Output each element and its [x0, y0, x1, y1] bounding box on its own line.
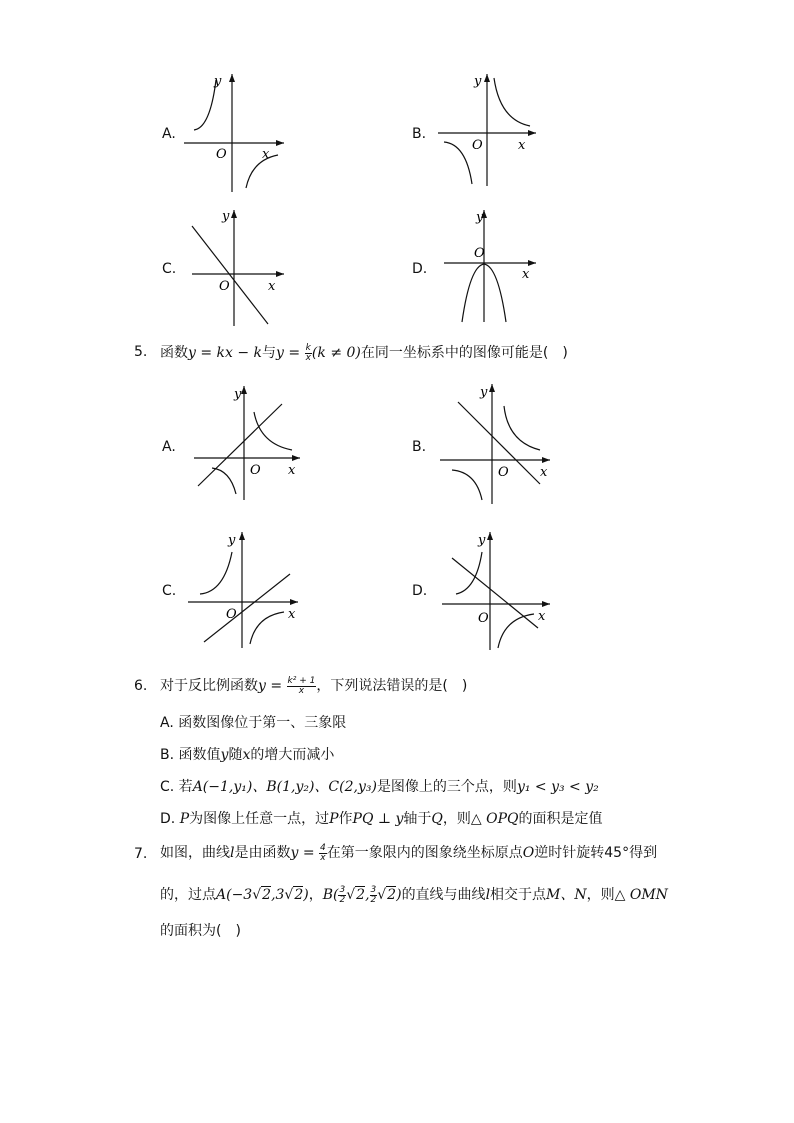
q7-l2-b-f1n: 3	[339, 884, 346, 895]
q5-eq1: y = kx − k	[188, 345, 263, 361]
q6-choice-d-t3: 轴于	[403, 811, 432, 827]
q7-l2-l: l	[485, 887, 491, 903]
q4c-y-label: y	[222, 209, 230, 224]
q6-text-suffix: ，下列说法错误的是( )	[316, 678, 468, 694]
q5-number: 5.	[134, 344, 148, 360]
q4-graph-a	[180, 68, 290, 196]
q5c-origin-label: O	[226, 607, 237, 622]
q4d-origin-label: O	[474, 246, 485, 261]
q7-l2-text3: ，则	[586, 887, 615, 903]
q6-choice-d-t5: 的面积是定值	[518, 811, 603, 827]
q7-l2-sep: ，	[308, 887, 323, 903]
q7-l1-prefix: 如图，曲线	[160, 845, 230, 861]
q6-choice-b-var2: x	[242, 747, 251, 763]
q7-l2-b-end: )	[396, 887, 402, 903]
q7-l2-b-f2d: 2	[370, 894, 377, 905]
q5b-x-label: x	[540, 465, 548, 480]
q5-graph-a	[190, 382, 304, 504]
q5-graph-c	[184, 528, 302, 652]
q4-option-a-label: A.	[162, 126, 176, 142]
q7-l2-a-r2: 2	[294, 887, 304, 903]
q6-choice-d-pq: PQ ⊥ y	[352, 811, 404, 827]
q5d-origin-label: O	[478, 611, 489, 626]
q7-l1-suffix: 在第一象限内的图象绕坐标原点	[326, 845, 523, 861]
q7-l2-text2: 相交于点	[490, 887, 547, 903]
q7-l1-mid: 是由函数	[234, 845, 291, 861]
q7-l2-a-mid: ,3	[271, 887, 285, 903]
q6-choice-b[interactable]	[160, 744, 334, 764]
q7-l1-o: O	[522, 845, 535, 861]
q6-choice-b-prefix: B. 函数值	[160, 747, 221, 763]
q4a-origin-label: O	[216, 147, 227, 162]
q7-l2-b: B(	[322, 887, 339, 903]
q4b-origin-label: O	[472, 138, 483, 153]
q6-fraction	[287, 677, 317, 696]
q5-graph-b	[436, 380, 554, 506]
q4-graph-b	[432, 70, 542, 190]
q5-option-d-label: D.	[412, 583, 428, 599]
q6-choice-c-ineq: y₁ < y₃ < y₂	[516, 779, 599, 795]
q5b-y-label: y	[480, 385, 488, 400]
q7-l2-b-comma: ,	[365, 887, 370, 903]
q4c-x-label: x	[268, 279, 276, 294]
q6-frac-num: k² + 1	[287, 675, 316, 686]
q7-line-3	[160, 920, 241, 940]
q6-choice-c-prefix: C. 若	[160, 779, 193, 795]
q6-choice-d-t2: 作	[338, 811, 353, 827]
q6-choice-d-t4: ，则	[442, 811, 471, 827]
q6-choice-a[interactable]	[160, 712, 346, 732]
q7-l2-b-f1d: 2	[339, 894, 346, 905]
q5c-x-label: x	[288, 607, 296, 622]
q6-choice-a-text: A. 函数图像位于第一、三象限	[160, 715, 347, 731]
q6-choice-c[interactable]	[160, 776, 599, 796]
q7-l1-frac-num: 4	[320, 842, 326, 853]
q5a-y-label: y	[234, 387, 242, 402]
q7-line-1	[160, 842, 657, 863]
q7-l2-tri: △ OMN	[614, 887, 668, 903]
q4-option-b-label: B.	[412, 126, 427, 142]
q4-option-d-label: D.	[412, 261, 428, 277]
q4c-origin-label: O	[219, 279, 230, 294]
q7-line-2: 的，过点A(−3√2,3√2)，B( $\frac{3}{2}$ √2, $\frac{3}{2}$ √2)的直线与曲线l相交于点M、N，则△ OMN	[160, 884, 668, 905]
q5-option-b-label: B.	[412, 439, 427, 455]
q4a-x-label: x	[262, 147, 270, 162]
q5-frac-den: x	[305, 352, 311, 363]
q5c-y-label: y	[228, 533, 236, 548]
q5-eq2-rest: (k ≠ 0)	[311, 345, 361, 361]
q7-l2-b-r1: 2	[356, 887, 366, 903]
q7-l2-text: 的直线与曲线	[401, 887, 486, 903]
q5-fraction	[305, 344, 312, 363]
q5a-x-label: x	[288, 463, 296, 478]
q4-graph-d	[440, 206, 540, 326]
q7-l2-prefix: 的，过点	[160, 887, 216, 903]
q7-l2-a: A(−3	[216, 887, 253, 903]
q6-choice-b-suffix: 的增大而减小	[250, 747, 335, 763]
q7-l1-frac-den: x	[320, 852, 326, 863]
q6-choice-b-var1: y	[220, 747, 229, 763]
q6-choice-d-p2: P	[329, 811, 339, 827]
q4-graph-c	[188, 206, 288, 328]
q6-text-prefix: 对于反比例函数	[160, 678, 258, 694]
q6-choice-c-mid: 是图像上的三个点，则	[376, 779, 517, 795]
q4b-y-label: y	[474, 74, 482, 89]
q5d-x-label: x	[538, 609, 546, 624]
q5-frac-num: k	[305, 342, 311, 353]
q7-l2-mn: M、N	[546, 887, 587, 903]
q6-stem	[160, 675, 467, 696]
q7-l2-b-r2: 2	[387, 887, 397, 903]
q5-stem	[160, 342, 568, 363]
q6-choice-d-tri: △ OPQ	[470, 811, 519, 827]
q6-choice-d-p: P	[179, 811, 190, 827]
q6-frac-den: x	[298, 685, 305, 696]
q4-option-c-label: C.	[162, 261, 177, 277]
q4d-y-label: y	[476, 210, 484, 225]
q7-l1-end: 逆时针旋转45°得到	[534, 845, 658, 861]
q5d-y-label: y	[478, 533, 486, 548]
q5b-origin-label: O	[498, 465, 509, 480]
q5-option-c-label: C.	[162, 583, 177, 599]
q7-l2-a-r1: 2	[262, 887, 272, 903]
q7-l2-b-f2n: 3	[370, 884, 377, 895]
q4a-y-label: y	[214, 74, 222, 89]
q6-choice-d-t1: 为图像上任意一点，过	[189, 811, 330, 827]
q7-l2-a-end: )	[303, 887, 309, 903]
q7-l1-l: l	[230, 845, 235, 861]
q5-graph-d	[438, 528, 554, 654]
q7-l1-fraction	[319, 844, 327, 863]
q6-choice-d-prefix: D.	[160, 811, 180, 827]
q6-eq-lhs: y =	[258, 678, 287, 694]
q7-l3: 的面积为( )	[160, 923, 241, 939]
q6-choice-d[interactable]	[160, 808, 602, 828]
q4d-x-label: x	[522, 267, 530, 282]
q6-choice-b-mid: 随	[228, 747, 243, 763]
q7-number: 7.	[134, 846, 148, 862]
q5-text-prefix: 函数	[160, 345, 188, 361]
q5-option-a-label: A.	[162, 439, 176, 455]
q6-choice-c-points: A(−1,y₁)、B(1,y₂)、C(2,y₃)	[192, 779, 377, 795]
q5-text-suffix: 在同一坐标系中的图像可能是( )	[360, 345, 568, 361]
q6-number: 6.	[134, 678, 148, 694]
q5a-origin-label: O	[250, 463, 261, 478]
q7-l1-eq: y =	[290, 845, 320, 861]
q4b-x-label: x	[518, 138, 526, 153]
q5-eq2-lhs: y =	[276, 345, 305, 361]
q6-choice-d-q: Q	[431, 811, 443, 827]
q5-mid: 与	[262, 345, 277, 361]
